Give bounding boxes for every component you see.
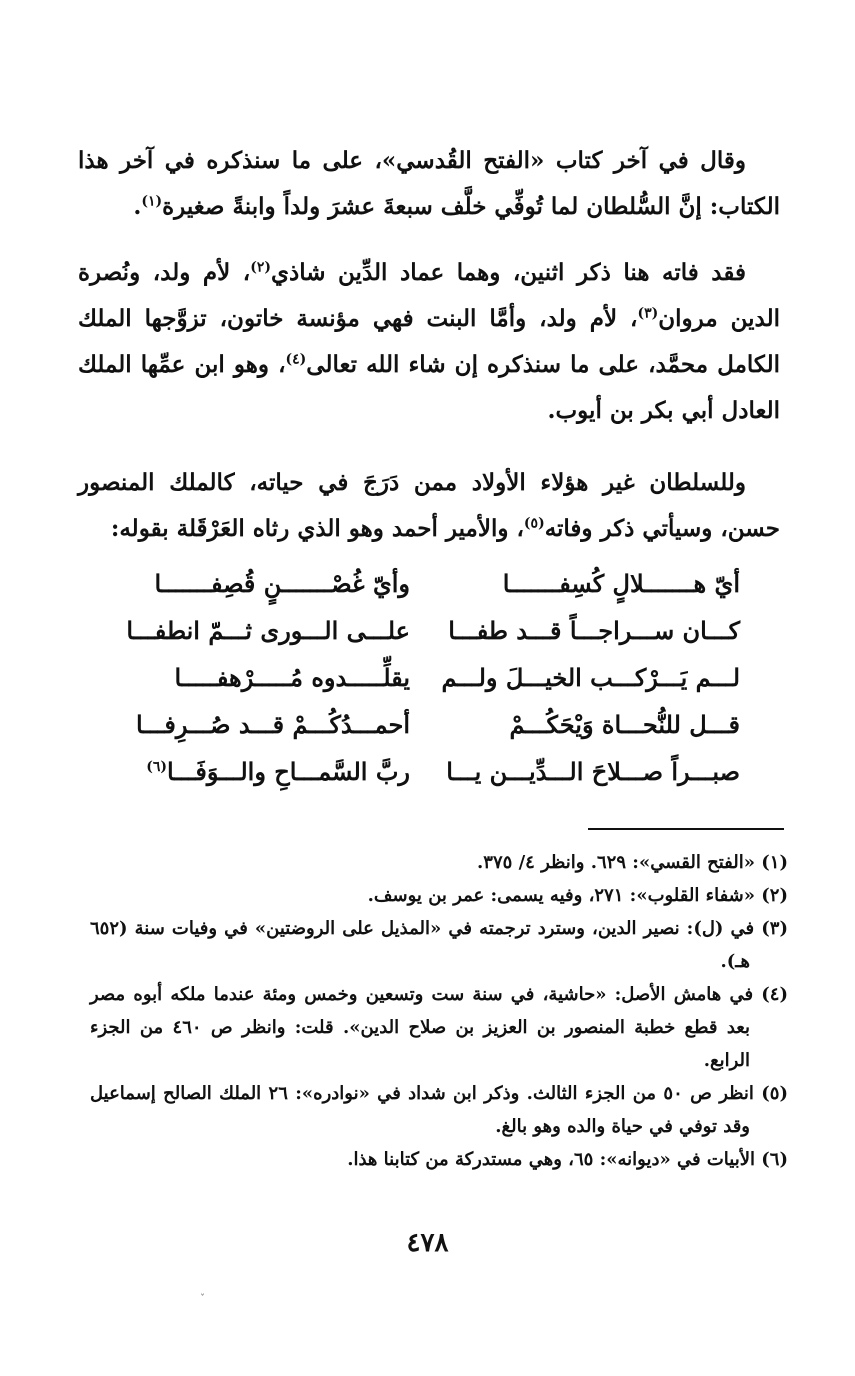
verse-first-hemistich: لـــم يَـــرْكـــب الخيـــلَ ولـــم bbox=[441, 663, 740, 692]
footnote-ref-2: (٢) bbox=[250, 259, 271, 276]
paragraph-3-text: وللسلطان غير هؤلاء الأولاد ممن دَرَجَ في حياته، كالملك المنصور حسن، وسيأتي ذكر وفاته bbox=[78, 469, 780, 542]
paragraph-1 bbox=[78, 138, 780, 230]
footnote-ref-6: (٦) bbox=[146, 759, 167, 775]
poem bbox=[126, 560, 740, 795]
verse-second-hemistich: أحمـــدُكُـــمْ قـــد صُـــرِفـــا bbox=[135, 710, 410, 739]
footnote: (٦) الأبيات في «ديوانه»: ٦٥، وهي مستدركة من كتابنا هذا. bbox=[347, 1149, 788, 1170]
footnote: (٤) في هامش الأصل: «حاشية، في سنة ست وتسعين وخمس ومئة عندما ملكه أبوه مصر بعد قطع خطبة المنصور بن العزيز بن صلاح الدين». قلت: وانظر ص ٤٦٠ من الجزء الرابع. bbox=[90, 984, 788, 1071]
poem-verse bbox=[126, 607, 740, 654]
footnote-ref-4: (٤) bbox=[285, 351, 307, 368]
paragraph-3-tail: ، والأمير أحمد وهو الذي رثاه العَرْقَلة بقوله: bbox=[110, 515, 524, 542]
verse-first-hemistich: كـــان ســـراجـــاً قـــد طفـــا bbox=[448, 616, 740, 645]
paragraph-3 bbox=[78, 460, 780, 552]
paragraph-2-tail-2: ، لأم ولد، وأمَّا البنت فهي مؤنسة خاتون، تزوَّجها الملك الكامل محمَّد، على ما سنذكره إن شاء الله تعالى bbox=[78, 305, 780, 378]
page-number: ٤٧٨ bbox=[406, 1228, 449, 1258]
footnote: (١) «الفتح القسي»: ٦٢٩. وانظر ٤/ ٣٧٥. bbox=[477, 852, 788, 873]
footnote: (٣) في (ل): نصير الدين، وسترد ترجمته في «المذيل على الروضتين» في وفيات سنة (٦٥٢ هـ). bbox=[90, 918, 788, 972]
footnote-separator bbox=[588, 828, 784, 830]
verse-first-hemistich: أيّ هـــــــلالٍ كُسِفـــــــا bbox=[502, 569, 740, 598]
footnote: (٢) «شفاء القلوب»: ٢٧١، وفيه يسمى: عمر بن يوسف. bbox=[367, 885, 788, 906]
footnote-ref-3: (٣) bbox=[637, 305, 659, 322]
paragraph-1-text: وقال في آخر كتاب «الفتح القُدسي»، على ما سنذكره في آخر هذا الكتاب: إنَّ السُّلطان لما تُوفِّي خلَّف سبعةَ عشرَ ولداً وابنةً صغيرة bbox=[78, 147, 780, 220]
paragraph-2-tail: ، لأم ولد، ونُصرة الدين مروان bbox=[78, 259, 781, 332]
verse-second-hemistich bbox=[140, 748, 410, 795]
footnote-ref-5: (٥) bbox=[523, 515, 545, 532]
poem-verse bbox=[140, 654, 740, 701]
footnote-ref-1: (١) bbox=[141, 193, 163, 210]
verse-first-hemistich: قـــل للنُّحـــاة وَيْحَكُـــمْ bbox=[509, 710, 740, 739]
paragraph-2 bbox=[78, 250, 780, 434]
verse-first-hemistich: صبـــراً صـــلاحَ الـــدِّيـــن يـــا bbox=[446, 757, 740, 786]
paragraph-2-text: فقد فاته هنا ذكر اثنين، وهما عماد الدِّين شاذي bbox=[270, 259, 746, 286]
poem-verse bbox=[135, 701, 740, 748]
paragraph-2-tail-3: ، وهو ابن عمِّها الملك العادل أبي بكر بن أيوب. bbox=[78, 351, 780, 424]
footnote: (٥) انظر ص ٥٠ من الجزء الثالث. وذكر ابن شداد في «نوادره»: ٢٦ الملك الصالح إسماعيل وقد توفي في حياة والده وهو بالغ. bbox=[90, 1083, 788, 1137]
footnotes bbox=[90, 846, 788, 1176]
poem-verse bbox=[140, 560, 740, 607]
verse-second-hemistich-text: ربَّ السَّمـــاحِ والـــوَفَـــا bbox=[167, 757, 410, 786]
verse-second-hemistich: علـــى الـــورى ثـــمّ انطفـــا bbox=[126, 616, 410, 645]
verse-second-hemistich: وأيّ غُصْـــــــنٍ قُصِفـــــــا bbox=[154, 569, 410, 598]
scan-speck-mark: ˇ bbox=[200, 1294, 205, 1305]
poem-verse bbox=[140, 748, 740, 795]
verse-second-hemistich: يقلِّـــــدوه مُـــــرْهفـــــا bbox=[174, 663, 410, 692]
paragraph-1-tail: . bbox=[133, 193, 142, 220]
